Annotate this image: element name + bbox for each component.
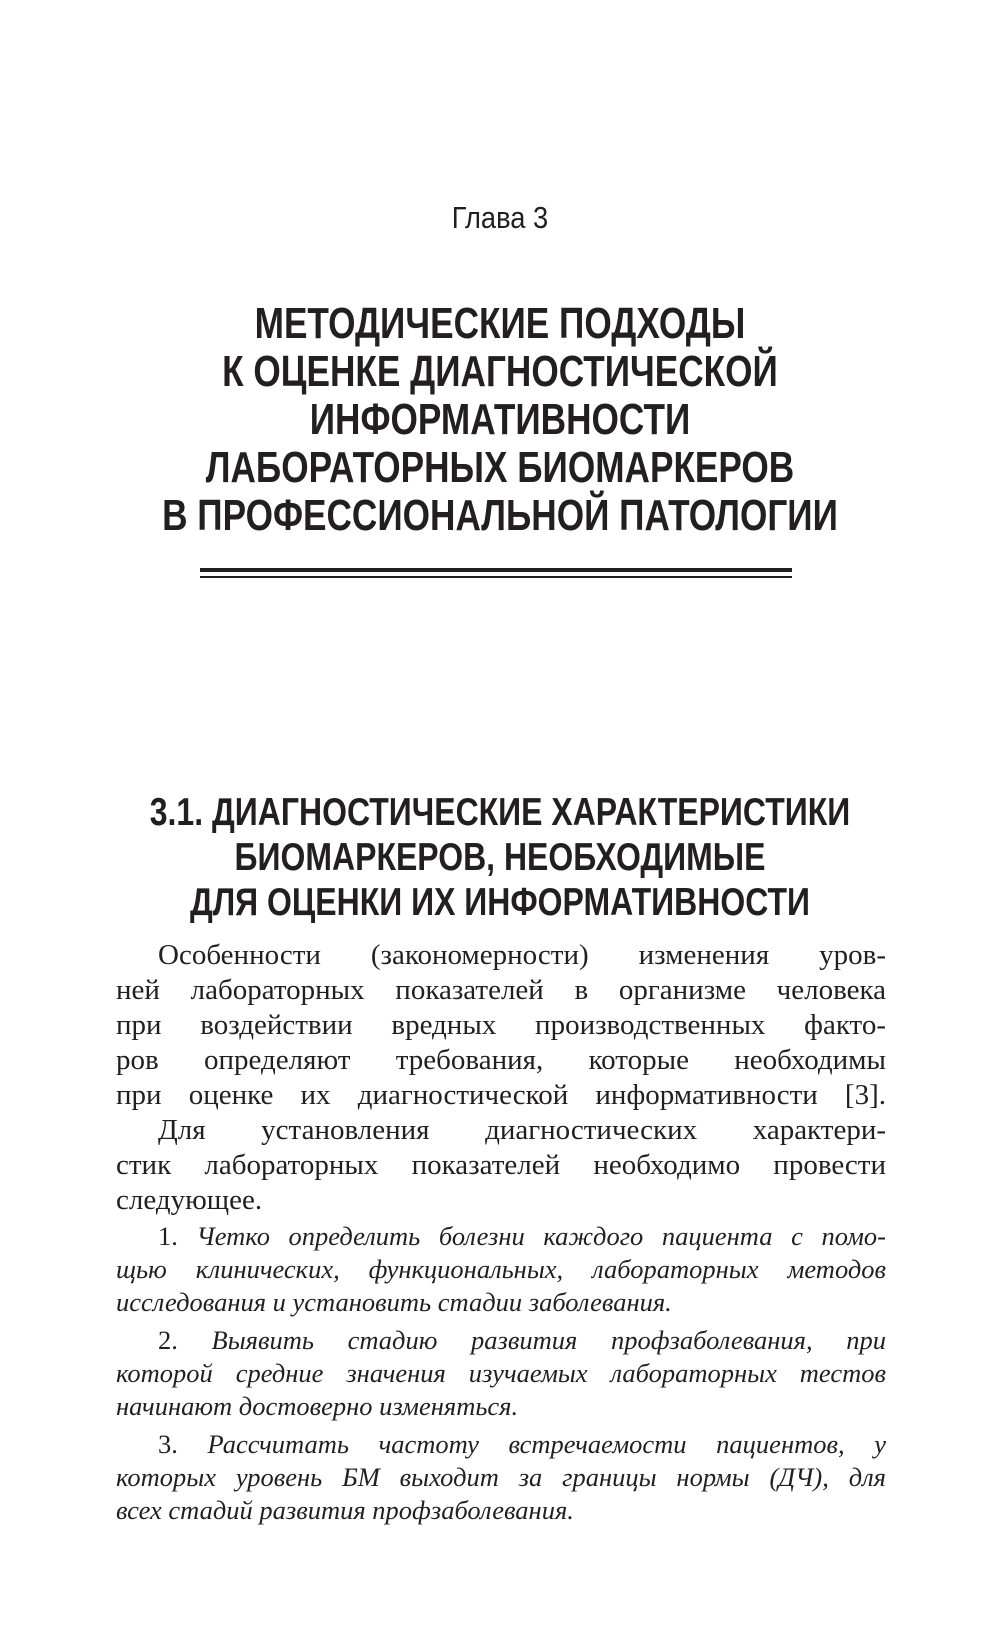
list-item-text: исследования и установить стадии заболевания. <box>116 1287 672 1317</box>
text-line: ров определяют требования, которые необходимы <box>116 1044 886 1076</box>
list-item <box>116 1428 886 1527</box>
title-rule-thick <box>200 568 792 572</box>
chapter-title-line: К ОЦЕНКЕ ДИАГНОСТИЧЕСКОЙ <box>222 347 778 396</box>
list-item-text: щью клинических, функциональных, лабораторных методов <box>116 1254 886 1284</box>
title-rule-thin <box>200 576 792 578</box>
list-item-text: Рассчитать частоту встречаемости пациентов, у <box>207 1429 887 1459</box>
text-line: стик лабораторных показателей необходимо провести <box>116 1149 886 1181</box>
list-item-first-line <box>116 1220 886 1253</box>
section-title-line: БИОМАРКЕРОВ, НЕОБХОДИМЫЕ <box>234 836 766 879</box>
list-item <box>116 1220 886 1319</box>
chapter-label: Глава 3 <box>451 200 549 235</box>
chapter-title <box>100 300 900 540</box>
section-title-line: ДЛЯ ОЦЕНКИ ИХ ИНФОРМАТИВНОСТИ <box>189 881 811 924</box>
chapter-title-line: ИНФОРМАТИВНОСТИ <box>309 395 691 444</box>
list-item-number: 2. <box>158 1325 178 1355</box>
list-item-text: всех стадий развития профзаболевания. <box>116 1495 574 1525</box>
text-line: ней лабораторных показателей в организме человека <box>116 974 886 1006</box>
chapter-title-line: В ПРОФЕССИОНАЛЬНОЙ ПАТОЛОГИИ <box>162 491 838 540</box>
text-line: при оценке их диагностической информативности [3]. <box>116 1079 886 1111</box>
body-text <box>116 938 886 1532</box>
list-item-text: которой средние значения изучаемых лабораторных тестов <box>116 1358 886 1388</box>
list-item-text: начинают достоверно изменяться. <box>116 1391 519 1421</box>
list-item-text: Четко определить болезни каждого пациента с помо- <box>196 1221 886 1251</box>
list-item-number: 3. <box>158 1429 178 1459</box>
text-line: следующее. <box>116 1184 263 1216</box>
list-item-first-line <box>116 1428 886 1461</box>
list-item-text: которых уровень БМ выходит за границы нормы (ДЧ), для <box>116 1462 886 1492</box>
chapter-title-line: МЕТОДИЧЕСКИЕ ПОДХОДЫ <box>254 299 746 348</box>
chapter-title-line: ЛАБОРАТОРНЫХ БИОМАРКЕРОВ <box>205 443 795 492</box>
paragraph <box>116 938 886 1113</box>
list-item-text: Выявить стадию развития профзаболевания, при <box>211 1325 887 1355</box>
numbered-list <box>116 1220 886 1527</box>
text-line: при воздействии вредных производственных факто- <box>116 1009 886 1041</box>
list-item <box>116 1324 886 1423</box>
paragraph <box>116 1113 886 1218</box>
list-item-first-line <box>116 1324 886 1357</box>
list-item-number: 1. <box>158 1221 178 1251</box>
text-line: Для установления диагностических характери- <box>158 1114 886 1146</box>
section-title-line: 3.1. ДИАГНОСТИЧЕСКИЕ ХАРАКТЕРИСТИКИ <box>149 791 851 834</box>
section-title <box>90 790 910 925</box>
text-line: Особенности (закономерности) изменения уров- <box>158 939 886 971</box>
